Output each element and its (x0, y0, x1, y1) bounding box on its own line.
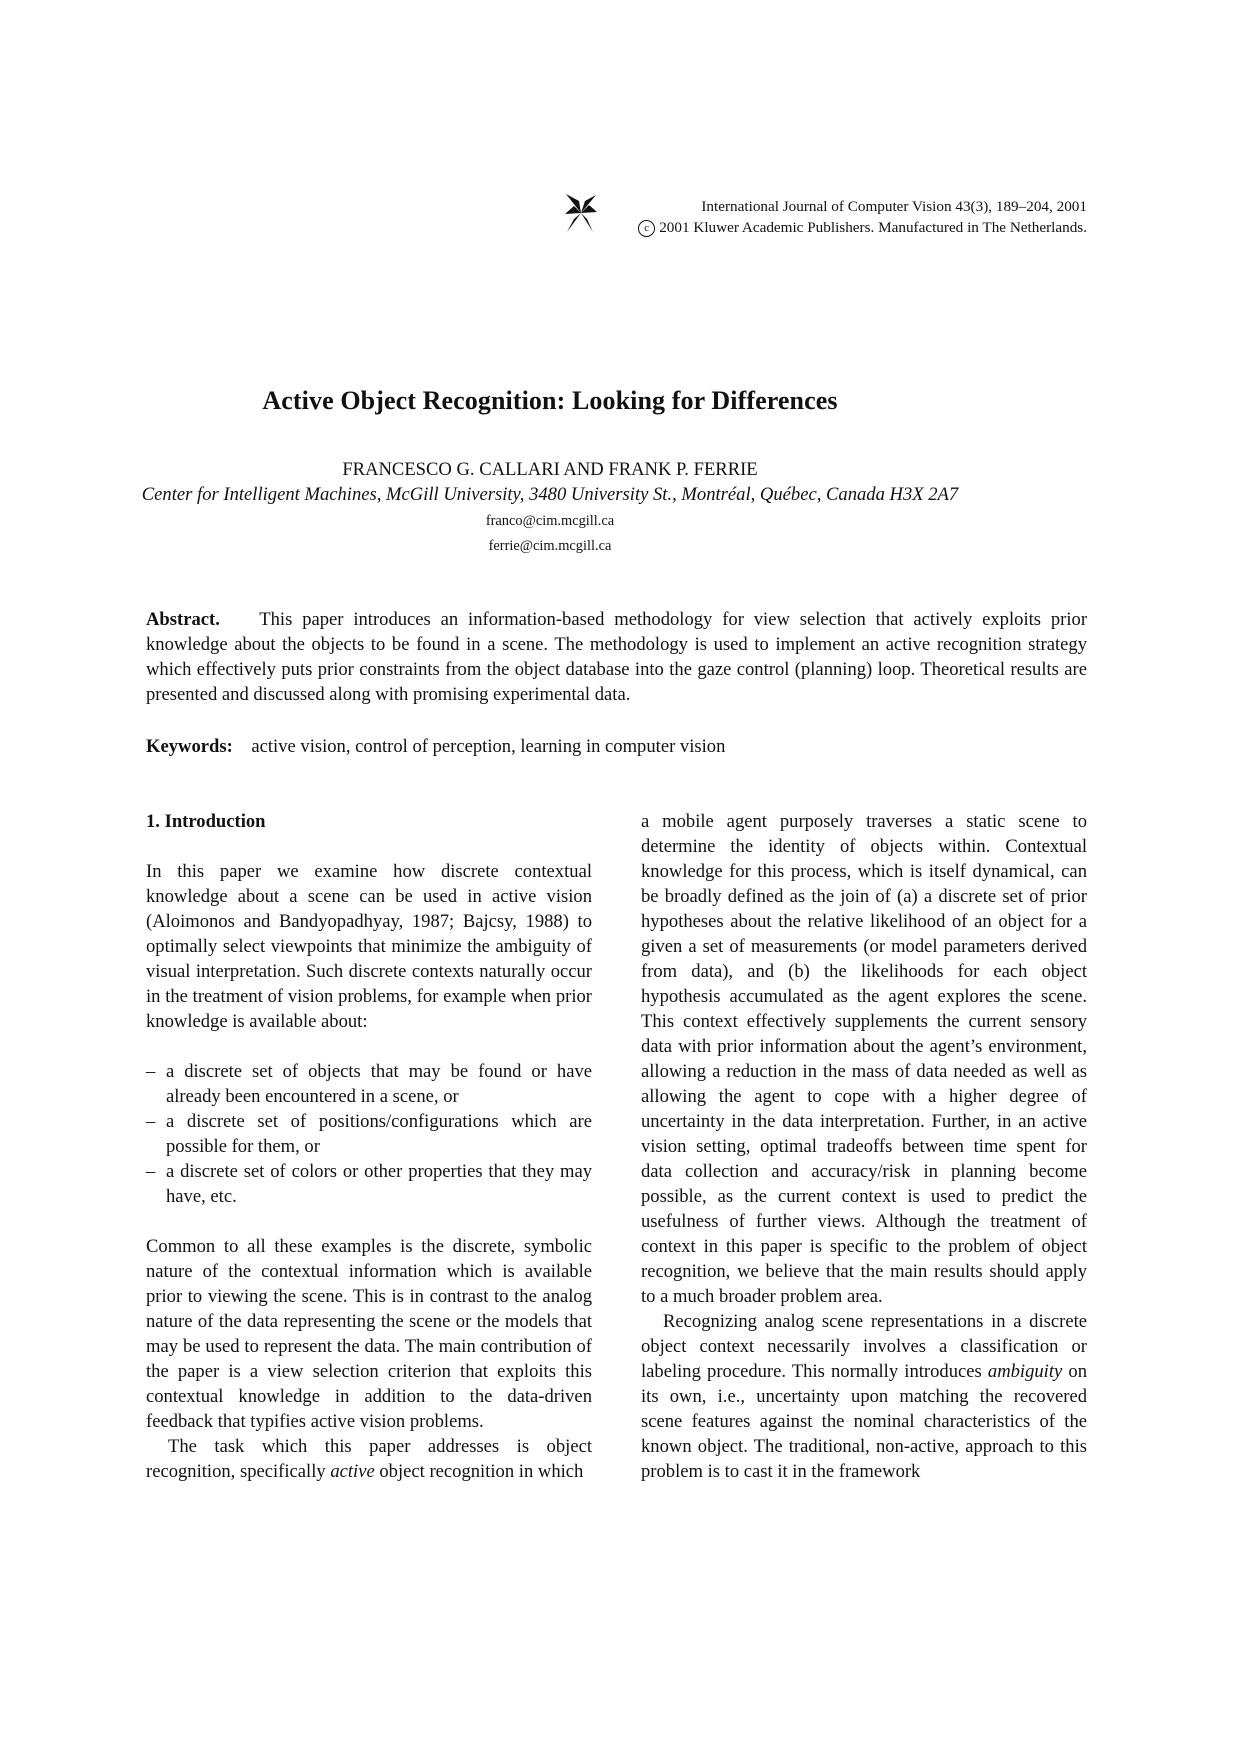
copyright-icon: c (638, 220, 655, 237)
email-callari: franco@cim.mcgill.ca (485, 513, 615, 529)
intro-paragraph-3-cont: a mobile agent purposely traverses a static scene to determine the identity of objects within. Contextual knowledge for this process, which is itself dynamical, can be broadly defined as the join of (a) a discrete set of prior hypotheses about the relative likelihood of an object for a given a set of measurements (or model parameters derived from data), and (b) the likelihoods for each object hypothesis accumulated as the agent explores the scene. This context effectively supplements the current sensory data with prior information about the agent’s environment, allowing a reduction in the mass of data needed as well as allowing the agent to cope with a higher degree of uncertainty in the data interpretation. Further, in an active vision setting, optimal tradeoffs between time spent for data collection and accuracy/risk in planning become possible, as the current context is used to predict the usefulness of further views. Although the treatment of context in this paper is specific to the problem of object recognition, we believe that the main results should apply to a much broader problem area. (641, 811, 1087, 1307)
journal-line-2 (620, 217, 1087, 238)
affiliation: Center for Intelligent Machines, McGill University, 3480 University St., Montréal, Québec, Canada H3X 2A7 (141, 484, 959, 505)
keywords-text: active vision, control of perception, learning in computer vision (251, 736, 726, 757)
context-list (146, 1059, 592, 1209)
publisher-logo-icon (563, 192, 599, 234)
list-item: – a discrete set of objects that may be found or have already been encountered in a scene, or (146, 1059, 592, 1109)
keywords (146, 734, 1087, 759)
paper-title: Active Object Recognition: Looking for Differences (262, 386, 838, 415)
section-heading: 1. Introduction (146, 811, 266, 832)
list-item: – a discrete set of positions/configurations which are possible for them, or (146, 1109, 592, 1159)
list-item: – a discrete set of colors or other properties that they may have, etc. (146, 1159, 592, 1209)
abstract (146, 607, 1087, 707)
keywords-label: Keywords: (146, 736, 233, 757)
authors: FRANCESCO G. CALLARI AND FRANK P. FERRIE (342, 459, 758, 480)
copyright-text: 2001 Kluwer Academic Publishers. Manufactured in The Netherlands. (659, 219, 1087, 236)
left-column (146, 809, 592, 1484)
intro-paragraph-4: Recognizing analog scene representations in a discrete object context necessarily involves a classification or labeling procedure. This normally introduces ambiguity on its own, i.e., uncertainty upon matching the recovered scene features against the nominal characteristics of the known object. The traditional, non-active, approach to this problem is to cast it in the framework (641, 1311, 1087, 1482)
journal-citation (620, 196, 1087, 238)
email-ferrie: ferrie@cim.mcgill.ca (488, 538, 612, 554)
right-column (641, 809, 1087, 1484)
intro-paragraph-3: The task which this paper addresses is object recognition, specifically active object recognition in which (146, 1436, 592, 1482)
abstract-text: This paper introduces an information-based methodology for view selection that actively exploits prior knowledge about the objects to be found in a scene. The methodology is used to implement an active recognition strategy which effectively puts prior constraints from the object database into the gaze control (planning) loop. Theoretical results are presented and discussed along with promising experimental data. (146, 609, 1088, 705)
intro-paragraph-2: Common to all these examples is the discrete, symbolic nature of the contextual information which is available prior to viewing the scene. This is in contrast to the analog nature of the data representing the scene or the models that may be used to represent the data. The main contribution of the paper is a view selection criterion that exploits this contextual knowledge in addition to the data-driven feedback that typifies active vision problems. (146, 1236, 592, 1432)
intro-paragraph-1: In this paper we examine how discrete contextual knowledge about a scene can be used in active vision (Aloimonos and Bandyopadhyay, 1987; Bajcsy, 1988) to optimally select viewpoints that minimize the ambiguity of visual interpretation. Such discrete contexts naturally occur in the treatment of vision problems, for example when prior knowledge is available about: (146, 861, 592, 1032)
journal-line-1: International Journal of Computer Vision 43(3), 189–204, 2001 (701, 198, 1087, 215)
abstract-label: Abstract. (146, 609, 220, 630)
